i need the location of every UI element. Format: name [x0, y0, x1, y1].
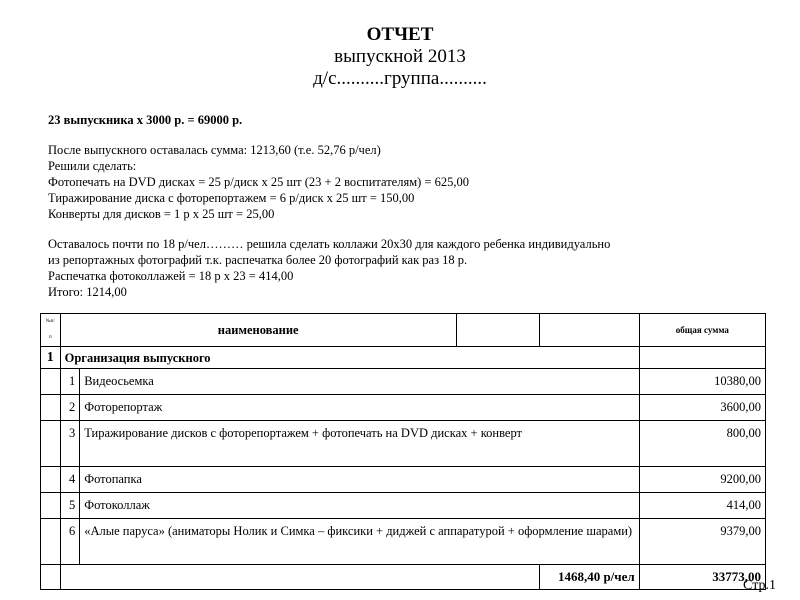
section-name: Организация выпускного — [60, 347, 639, 369]
section-row — [41, 347, 766, 369]
table-header-row — [41, 314, 766, 347]
table-row — [41, 395, 766, 421]
table-row — [41, 493, 766, 519]
section-sum — [639, 347, 765, 369]
page-number: Стр.1 — [743, 578, 776, 593]
row-index: 1 — [60, 369, 80, 395]
row-index: 2 — [60, 395, 80, 421]
body-line: После выпускного оставалась сумма: 1213,60 (т.е. 52,76 р/чел) — [48, 143, 381, 157]
total-sum: 33773,00 — [639, 565, 765, 590]
paragraph-gap — [48, 128, 758, 142]
header-empty-b — [539, 314, 639, 347]
report-title: ОТЧЕТ — [366, 24, 434, 45]
row-blank — [41, 421, 61, 467]
table-row — [41, 369, 766, 395]
body-text — [48, 112, 758, 300]
header-empty-a — [456, 314, 539, 347]
row-blank — [41, 369, 61, 395]
row-index: 3 — [60, 421, 80, 467]
row-amount: 10380,00 — [639, 369, 765, 395]
total-blank-2 — [60, 565, 539, 590]
row-name: Видеосьемка — [80, 369, 640, 395]
row-name: Фоторепортаж — [80, 395, 640, 421]
total-row — [41, 565, 766, 590]
row-index: 4 — [60, 467, 80, 493]
body-line: Тиражирование диска с фоторепортажем = 6 р/диск х 25 шт = 150,00 — [48, 191, 415, 205]
row-blank — [41, 493, 61, 519]
table-row — [41, 467, 766, 493]
row-amount: 9379,00 — [639, 519, 765, 565]
body-line: Решили сделать: — [48, 159, 137, 173]
section-number: 1 — [41, 347, 61, 369]
table-row — [41, 519, 766, 565]
expense-table — [40, 313, 766, 590]
row-blank — [41, 467, 61, 493]
body-line: 23 выпускника х 3000 р. = 69000 р. — [48, 113, 243, 127]
table-row — [41, 421, 766, 467]
row-name: «Алые паруса» (аниматоры Нолик и Симка – фиксики + диджей с аппаратурой + оформление шарами) — [80, 519, 640, 565]
total-per-person: 1468,40 р/чел — [539, 565, 639, 590]
row-blank — [41, 395, 61, 421]
body-line: Конверты для дисков = 1 р х 25 шт = 25,00 — [48, 207, 275, 221]
total-blank-1 — [41, 565, 61, 590]
body-line: Оставалось почти по 18 р/чел……… решила сделать коллажи 20х30 для каждого ребенка индивидуально — [48, 237, 611, 251]
row-amount: 9200,00 — [639, 467, 765, 493]
body-line: из репортажных фотографий т.к. распечатка более 20 фотографий как раз 18 р. — [48, 253, 468, 267]
group-line: д/с..........группа.......... — [313, 68, 487, 89]
row-index: 5 — [60, 493, 80, 519]
header-number: №п/п — [41, 314, 61, 347]
row-amount: 3600,00 — [639, 395, 765, 421]
row-name: Тиражирование дисков с фоторепортажем + фотопечать на DVD дисках + конверт — [80, 421, 640, 467]
body-line: Фотопечать на DVD дисках = 25 р/диск х 25 шт (23 + 2 воспитателям) = 625,00 — [48, 175, 469, 189]
body-line: Итого: 1214,00 — [48, 285, 127, 299]
row-name: Фотоколлаж — [80, 493, 640, 519]
row-amount: 414,00 — [639, 493, 765, 519]
body-line: Распечатка фотоколлажей = 18 р х 23 = 414,00 — [48, 269, 294, 283]
paragraph-gap — [48, 222, 758, 236]
title-block — [0, 24, 800, 90]
header-sum: общая сумма — [639, 314, 765, 347]
report-subtitle: выпускной 2013 — [334, 46, 466, 67]
row-amount: 800,00 — [639, 421, 765, 467]
row-name: Фотопапка — [80, 467, 640, 493]
row-index: 6 — [60, 519, 80, 565]
row-blank — [41, 519, 61, 565]
header-name: наименование — [60, 314, 456, 347]
